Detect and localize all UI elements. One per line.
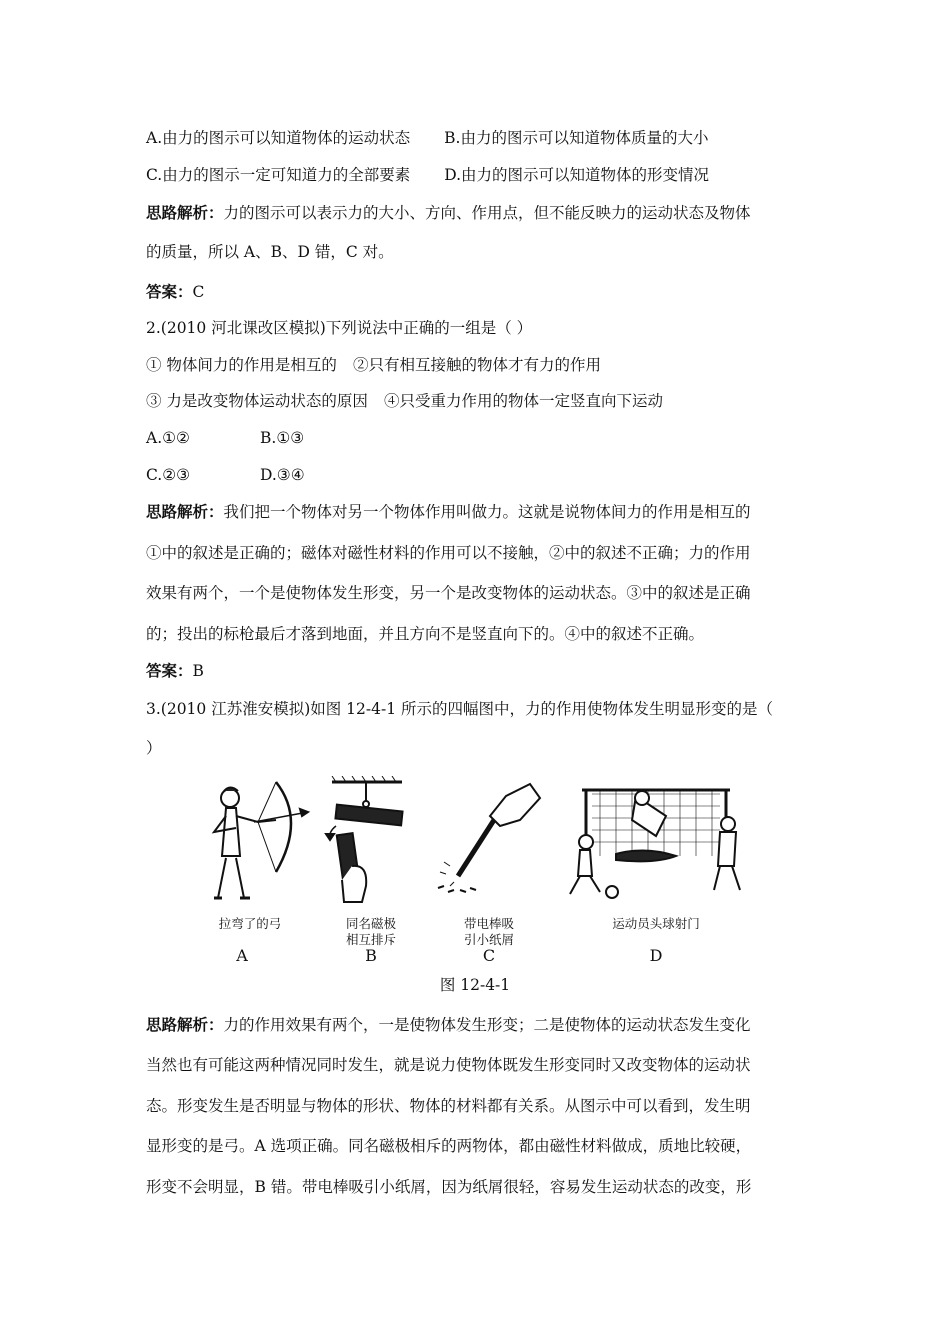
q2-statement-3: ③ 力是改变物体运动状态的原因 (146, 392, 368, 410)
q2-option-c: C.②③ (146, 466, 191, 484)
panel-b-label-1: 同名磁极 (345, 916, 396, 931)
q1-answer-value: C (192, 283, 205, 301)
q3-analysis-line-3: 态。形变发生是否明显与物体的形状、物体的材料都有关系。从图示中可以看到，发生明 (146, 1097, 751, 1115)
q2-analysis-line-1 (146, 502, 751, 522)
q1-option-c: C.由力的图示一定可知道力的全部要素 (146, 166, 411, 184)
figure-caption: 图 12-4-1 (439, 976, 511, 994)
q1-option-d: D.由力的图示可以知道物体的形变情况 (444, 166, 710, 184)
q2-statement-1: ① 物体间力的作用是相互的 (146, 356, 337, 374)
q2-option-a: A.①② (146, 429, 190, 447)
q2-analysis-line-3: 效果有两个，一个是使物体发生形变，另一个是改变物体的运动状态。③中的叙述是正确 (146, 584, 751, 602)
panel-c-letter: C (482, 946, 496, 965)
q2-analysis-label: 思路解析： (146, 502, 224, 521)
q1-analysis-label: 思路解析： (146, 203, 224, 222)
panel-b-letter: B (365, 946, 377, 965)
q2-statement-2: ②只有相互接触的物体才有力的作用 (352, 356, 601, 374)
q3-analysis-text-1: 力的作用效果有两个，一是使物体发生形变；二是使物体的运动状态发生变化 (223, 1016, 751, 1034)
q1-options-row-1 (146, 128, 708, 148)
panel-b-label-2: 相互排斥 (345, 932, 396, 947)
q1-option-a: A.由力的图示可以知道物体的运动状态 (146, 129, 411, 147)
q1-answer-label: 答案： (146, 282, 193, 301)
q2-options-row-1 (146, 428, 304, 448)
q3-analysis-label: 思路解析： (146, 1015, 224, 1034)
panel-c-charged-rod-illustration (430, 776, 550, 906)
panel-a-label: 拉弯了的弓 (218, 916, 282, 931)
q2-answer-value: B (192, 662, 204, 680)
panel-a-archer-illustration (196, 776, 316, 906)
q2-answer (146, 661, 204, 681)
q1-analysis-text-1: 力的图示可以表示力的大小、方向、作用点，但不能反映力的运动状态及物体 (223, 204, 751, 222)
q2-analysis-line-2: ①中的叙述是正确的；磁体对磁性材料的作用可以不接触，②中的叙述不正确；力的作用 (146, 544, 751, 562)
figure-12-4-1 (196, 776, 756, 966)
q3-analysis-line-5: 形变不会明显，B 错。带电棒吸引小纸屑，因为纸屑很轻，容易发生运动状态的改变，形 (146, 1178, 752, 1196)
q3-analysis-line-4: 显形变的是弓。A 选项正确。同名磁极相斥的两物体，都由磁性材料做成，质地比较硬， (146, 1137, 752, 1155)
q2-option-b: B.①③ (260, 429, 305, 447)
q3-stem-line-1: 3.(2010 江苏淮安模拟)如图 12-4-1 所示的四幅图中，力的作用使物体发生明显形变的是（ (146, 700, 774, 718)
q2-analysis-line-4: 的；投出的标枪最后才落到地面，并且方向不是竖直向下的。④中的叙述不正确。 (146, 625, 705, 643)
panel-c-label-2: 引小纸屑 (463, 932, 514, 947)
q2-statement-4: ④只受重力作用的物体一定竖直向下运动 (383, 392, 663, 410)
q1-answer (146, 282, 204, 302)
panel-d-header-goal-illustration (556, 776, 756, 906)
q2-answer-label: 答案： (146, 661, 193, 680)
q3-analysis-line-1 (146, 1015, 751, 1035)
panel-d-letter: D (649, 946, 663, 965)
q3-stem-line-2: ） (146, 739, 162, 757)
q1-analysis-line-1 (146, 203, 751, 223)
q2-statements-row-2 (146, 391, 663, 411)
q1-option-b: B.由力的图示可以知道物体质量的大小 (444, 129, 709, 147)
panel-b-magnets-illustration (322, 776, 422, 906)
q2-options-row-2 (146, 465, 305, 485)
q1-analysis-line-2: 的质量，所以 A、B、D 错，C 对。 (146, 243, 394, 261)
q3-analysis-line-2: 当然也有可能这两种情况同时发生，就是说力使物体既发生形变同时又改变物体的运动状 (146, 1056, 751, 1074)
q2-stem: 2.(2010 河北课改区模拟)下列说法中正确的一组是（ ） (146, 319, 533, 337)
q2-statements-row-1 (146, 355, 601, 375)
q2-option-d: D.③④ (260, 466, 305, 484)
panel-d-label: 运动员头球射门 (612, 916, 700, 931)
panel-c-label-1: 带电棒吸 (463, 916, 514, 931)
panel-a-letter: A (236, 946, 248, 965)
q2-analysis-text-1: 我们把一个物体对另一个物体作用叫做力。这就是说物体间力的作用是相互的 (223, 503, 751, 521)
q1-options-row-2 (146, 165, 709, 185)
